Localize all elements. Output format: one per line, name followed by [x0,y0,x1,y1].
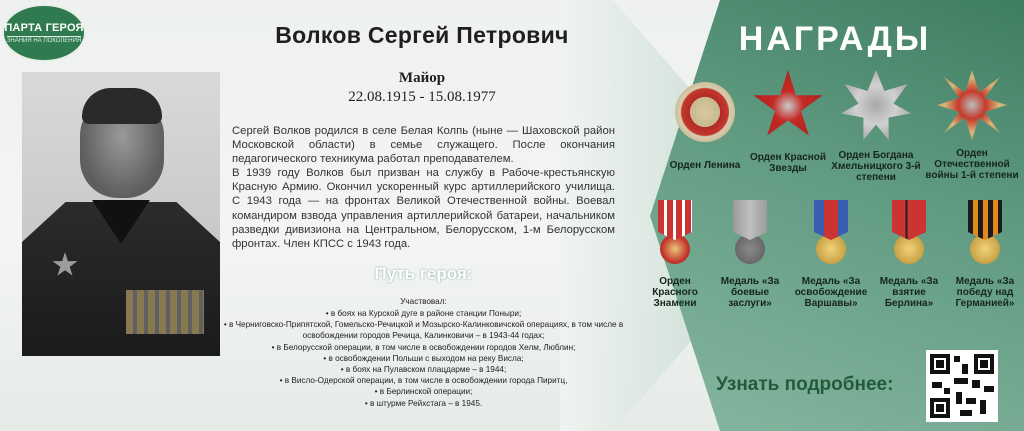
path-item: • в штурме Рейхстага – в 1945. [364,398,483,408]
path-item: • в боях на Пулавском плацдарме – в 1944; [340,365,507,375]
award-label: Медаль «За освобождение Варшавы» [794,276,868,309]
hero-rank: Майор [398,70,446,86]
awards-title: НАГРАДЫ [738,20,932,58]
award-label: Медаль «За взятие Берлина» [879,276,939,309]
path-item: • в Белорусской операции, в том числе в освобождении городов Хелм, Люблин; [271,342,576,352]
order-patriotic-war-icon [937,70,1007,140]
medal-germany-icon [968,200,1002,240]
path-item: • в Висло-Одерской операции, в том числе в освобождении города Пиритц, [279,376,568,386]
hero-dates: 22.08.1915 - 15.08.1977 [348,89,496,105]
award-order-red-star[interactable] [744,70,832,174]
medal-berlin-icon [892,200,926,240]
award-medal-germany[interactable] [946,200,1024,309]
hero-photo [22,72,220,356]
award-order-red-banner[interactable] [640,200,710,309]
bio-paragraph: В 1939 году Волков был призван на службу в Рабоче-крестьянскую Красную Армию. Окончил ускоренный курс артиллерийского училища. С 1943 года — на фронтах Великой Отечественной войны. Воевал командиром взвода управления артиллерийской батареи, начальником разведки дивизиона на Центральном, Белорусском, 1-м Белорусском фронтах. Член КПСС с 1943 года. [232,167,615,250]
path-subtitle: Участвовал: [400,297,447,306]
qr-code[interactable] [926,350,998,422]
award-label: Орден Красной Звезды [750,152,826,174]
award-medal-combat-merit[interactable] [712,200,788,309]
logo-subtitle: ЗНАНИЯ НА ПОКОЛЕНИЯ [6,38,82,44]
award-label: Орден Богдана Хмельницкого 3-й степени [831,150,921,183]
logo-title: ПАРТА ГЕРОЯ [4,22,84,34]
more-info-label: Узнать подробнее: [716,374,894,395]
award-label: Медаль «За победу над Германией» [955,276,1015,309]
path-title: Путь героя: [374,264,473,283]
path-item: • в боях на Курской дуге в районе станции Поныри; [325,309,522,318]
medal-warsaw-icon [814,200,848,240]
logo[interactable] [2,4,86,62]
hero-biography [232,124,615,251]
award-order-patriotic-war[interactable] [920,70,1024,181]
path-item: • в Берлинской операции; [374,387,473,397]
award-label: Медаль «За боевые заслуги» [720,276,780,309]
order-red-banner-icon [658,200,692,240]
order-lenin-icon [675,82,735,142]
award-label: Орден Отечественной войны 1-й степени [925,148,1019,181]
award-order-bogdan[interactable] [830,70,922,183]
award-medal-warsaw[interactable] [790,200,872,309]
award-order-lenin[interactable] [662,80,748,171]
bio-paragraph: Сергей Волков родился в селе Белая Колпь (ныне — Шаховской район Московской области) в семье служащего. После окончания педагогического техникума работал преподавателем. [232,125,615,166]
hero-name: Волков Сергей Петрович [275,22,569,48]
path-item: • в Черниговско-Припятской, Гомельско-Речицкой и Мозырско-Калинковичской операциях, в том числе в освобождении городов Речица, Калинковичи – в 1943-44 годах; [223,320,624,341]
order-bogdan-icon [841,70,911,140]
order-red-star-icon [752,70,824,142]
award-label: Орден Ленина [669,160,741,171]
path-list [216,308,631,409]
award-medal-berlin[interactable] [872,200,946,309]
award-label: Орден Красного Знамени [652,276,698,309]
path-item: • в освобождении Польши с выходом на реку Висла; [323,353,524,363]
medal-combat-merit-icon [733,200,767,240]
